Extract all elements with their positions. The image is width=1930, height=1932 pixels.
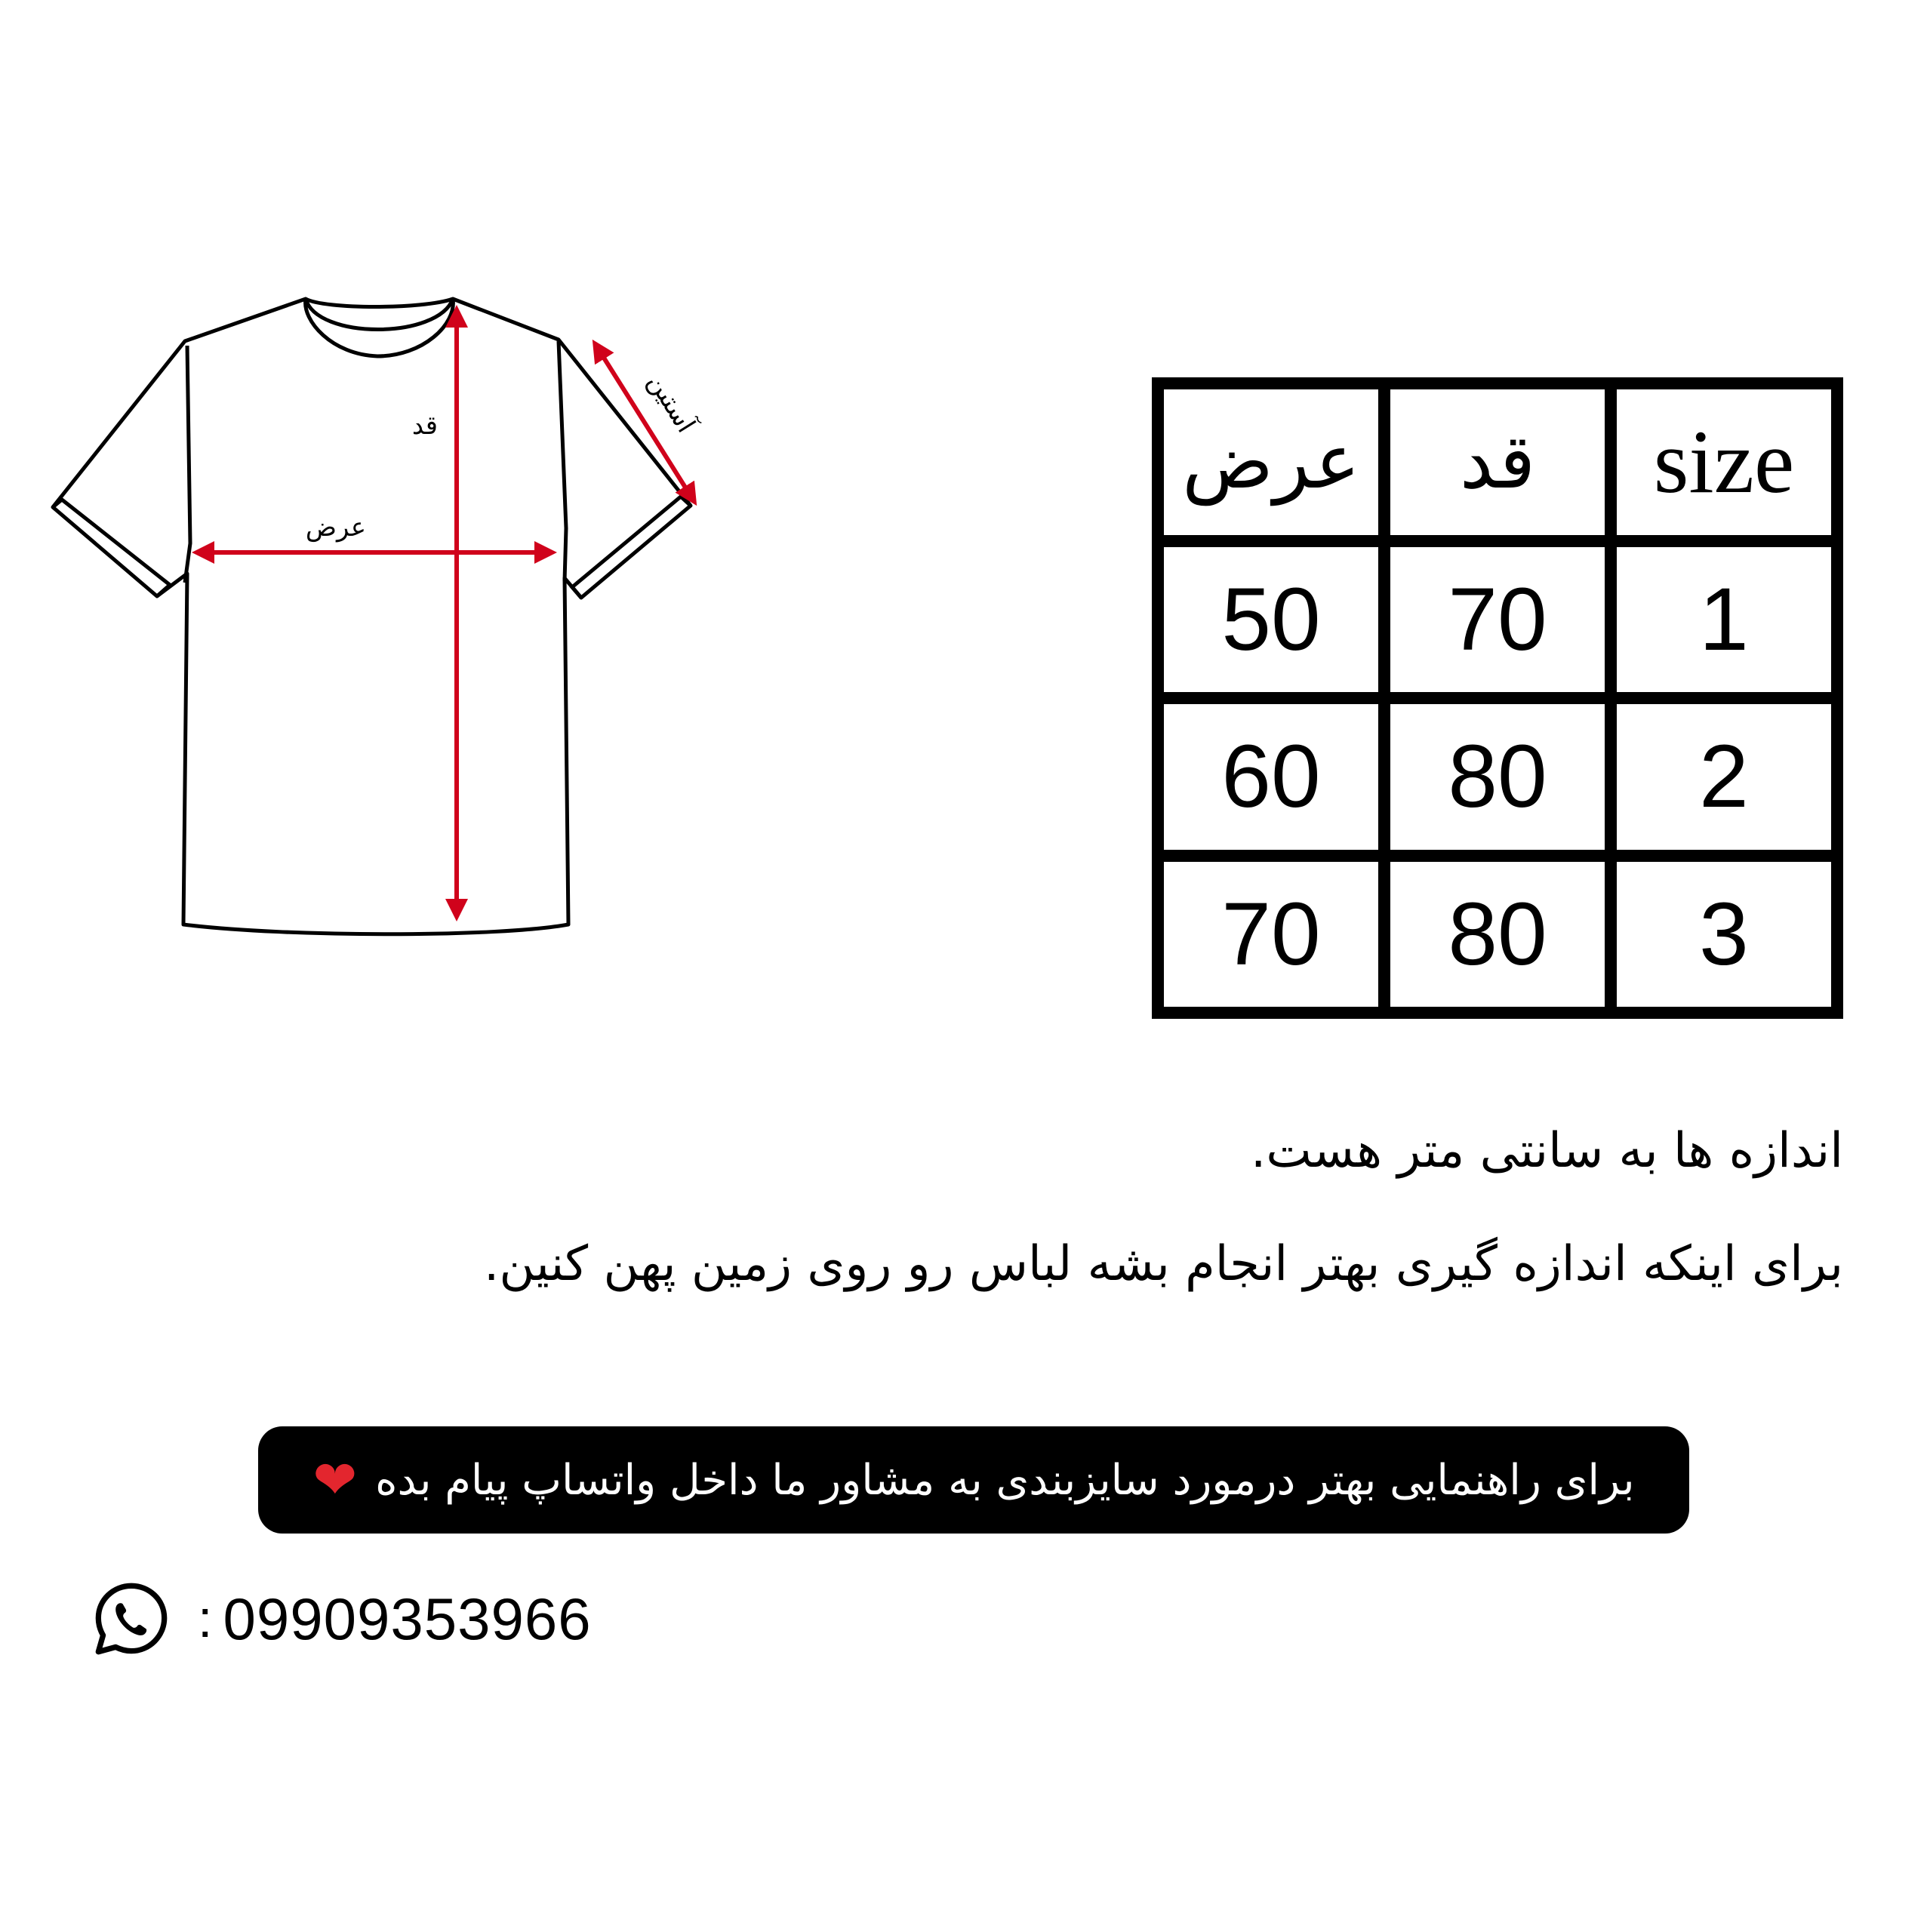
table-cell: 70 <box>1164 862 1378 1008</box>
table-cell: 70 <box>1390 547 1605 693</box>
table-cell: 1 <box>1617 547 1831 693</box>
table-cell: 2 <box>1617 704 1831 850</box>
contact-separator: : <box>198 1589 213 1648</box>
width-label: عرض <box>305 512 367 543</box>
tshirt-outline <box>53 299 691 934</box>
table-cell: 50 <box>1164 547 1378 693</box>
table-cell: 3 <box>1617 862 1831 1008</box>
measurement-notes <box>371 1094 1843 1321</box>
heart-icon: ❤ <box>312 1449 358 1511</box>
tshirt-illustration <box>45 287 725 951</box>
phone-number[interactable]: 09909353966 <box>223 1585 592 1652</box>
header-size: size <box>1617 389 1831 535</box>
header-width: عرض <box>1164 389 1378 535</box>
advisor-banner <box>258 1426 1689 1534</box>
length-label: قد <box>411 411 438 441</box>
note-units: اندازه ها به سانتی متر هست. <box>1250 1123 1843 1179</box>
size-table <box>1152 377 1843 1019</box>
table-cell: 80 <box>1390 704 1605 850</box>
table-cell: 80 <box>1390 862 1605 1008</box>
whatsapp-contact[interactable] <box>92 1577 592 1660</box>
tshirt-diagram <box>45 287 725 951</box>
table-cell: 60 <box>1164 704 1378 850</box>
whatsapp-icon <box>92 1580 171 1658</box>
sleeve-label: آستین <box>642 368 701 438</box>
note-instruction: برای اینکه اندازه گیری بهتر انجام بشه لباس رو روی زمین پهن کنین. <box>483 1236 1843 1292</box>
banner-text: برای راهنمایی بهتر درمورد سایزبندی به مشاور ما داخل واتساپ پیام بده <box>375 1455 1635 1505</box>
header-length: قد <box>1390 389 1605 535</box>
